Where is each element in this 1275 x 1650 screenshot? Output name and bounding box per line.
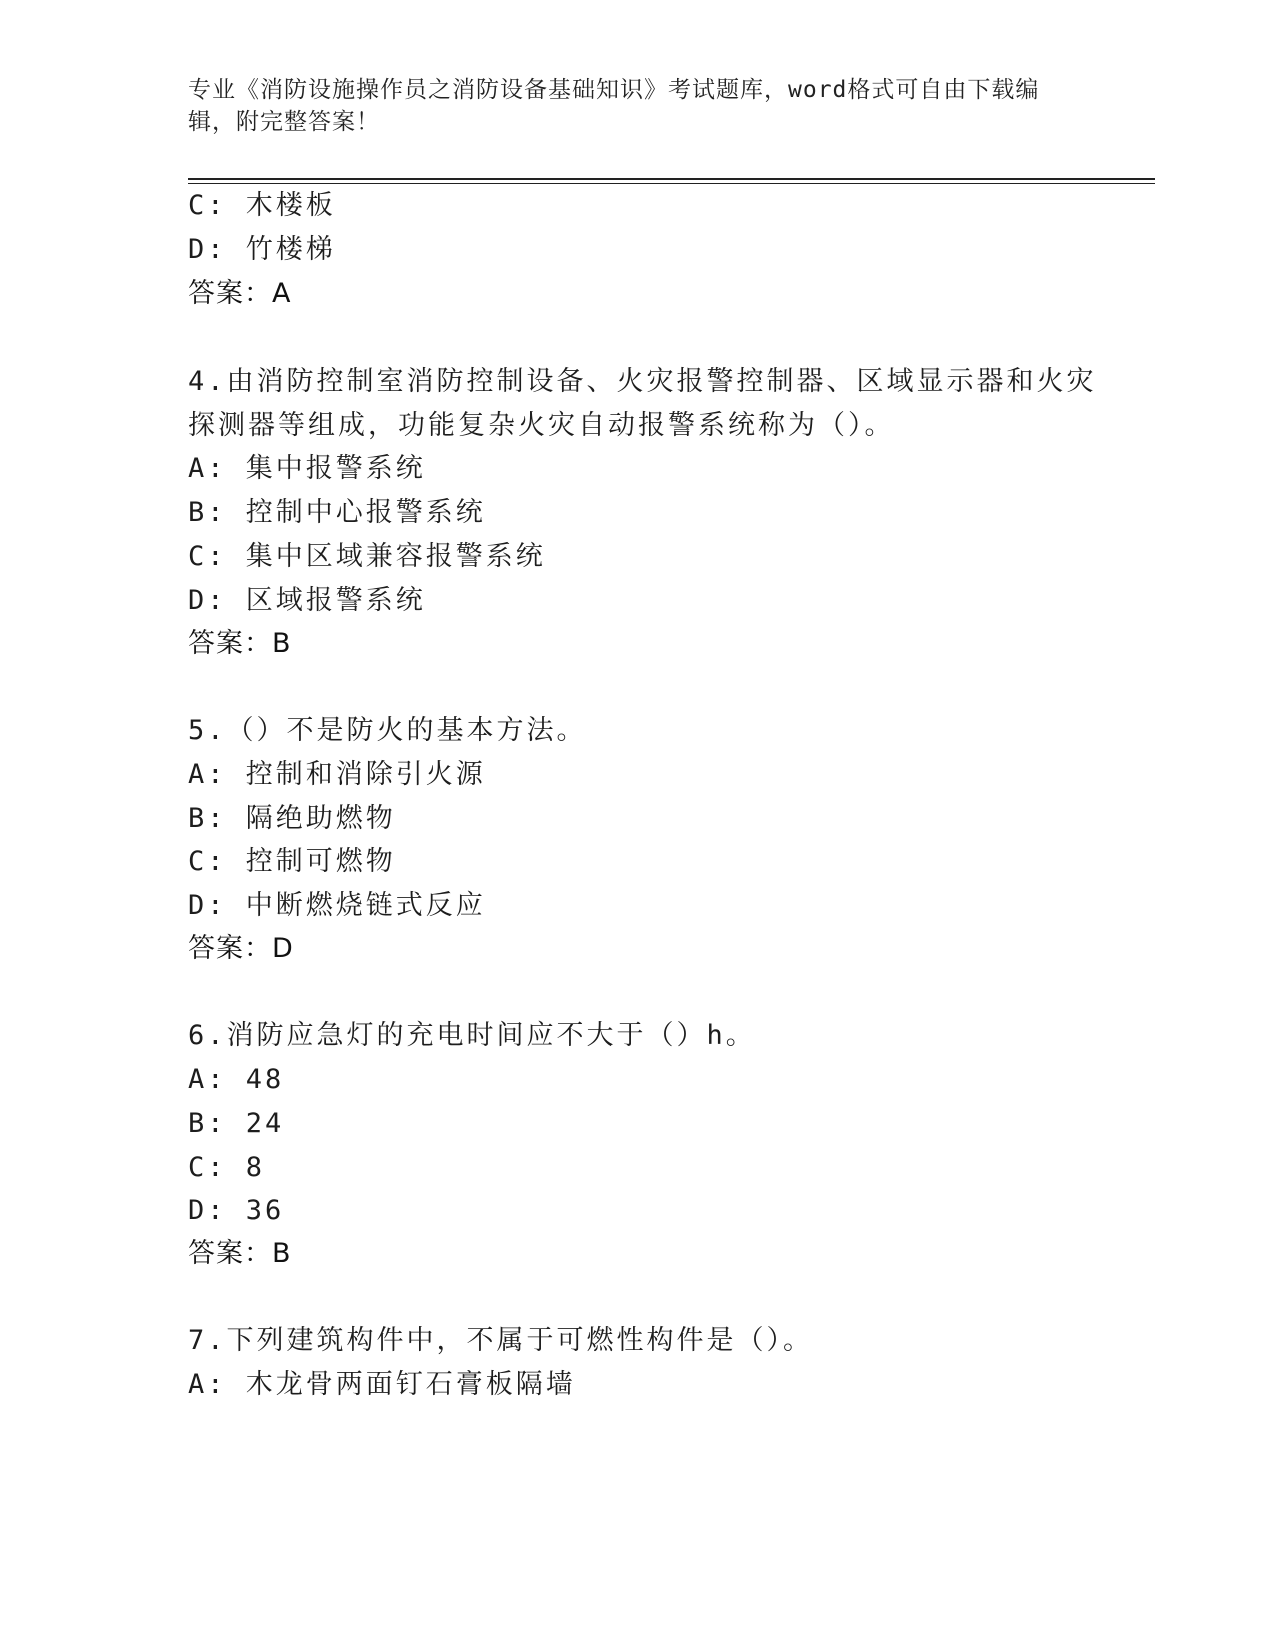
q7-stem: 7.下列建筑构件中，不属于可燃性构件是（）。	[188, 1325, 814, 1356]
q3-answer: 答案：A	[188, 278, 292, 309]
q4-answer: 答案：B	[188, 628, 292, 659]
page-header	[188, 74, 1078, 138]
q6-answer: 答案：B	[188, 1238, 292, 1269]
q3-option-d: D: 竹楼梯	[188, 234, 336, 265]
q4-option-d: D: 区域报警系统	[188, 585, 426, 616]
header-divider-thin	[188, 183, 1155, 184]
header-title-line-1: 专业《消防设施操作员之消防设备基础知识》考试题库，word格式可自由下载编	[188, 77, 1040, 103]
q4-stem-line-1: 4.由消防控制室消防控制设备、火灾报警控制器、区域显示器和火灾	[188, 366, 1097, 397]
q4-option-a: A: 集中报警系统	[188, 453, 426, 484]
q4-option-b: B: 控制中心报警系统	[188, 497, 486, 528]
q5-stem: 5.（）不是防火的基本方法。	[188, 715, 587, 746]
q6-option-d: D: 36	[188, 1195, 285, 1226]
q6-stem: 6.消防应急灯的充电时间应不大于（）h。	[188, 1020, 756, 1051]
q4-stem-line-2: 探测器等组成，功能复杂火灾自动报警系统称为（）。	[188, 410, 895, 441]
q5-option-a: A: 控制和消除引火源	[188, 759, 486, 790]
q6-option-a: A: 48	[188, 1064, 285, 1095]
q5-option-b: B: 隔绝助燃物	[188, 803, 396, 834]
q5-option-d: D: 中断燃烧链式反应	[188, 890, 486, 921]
header-divider-thick	[188, 178, 1155, 180]
q6-option-c: C: 8	[188, 1152, 266, 1183]
header-title-line-2: 辑，附完整答案！	[188, 109, 380, 135]
q7-option-a: A: 木龙骨两面钉石膏板隔墙	[188, 1369, 576, 1400]
q5-answer: 答案：D	[188, 933, 294, 964]
q4-option-c: C: 集中区域兼容报警系统	[188, 541, 546, 572]
q5-option-c: C: 控制可燃物	[188, 846, 396, 877]
q3-option-c: C: 木楼板	[188, 190, 336, 221]
q6-option-b: B: 24	[188, 1108, 285, 1139]
